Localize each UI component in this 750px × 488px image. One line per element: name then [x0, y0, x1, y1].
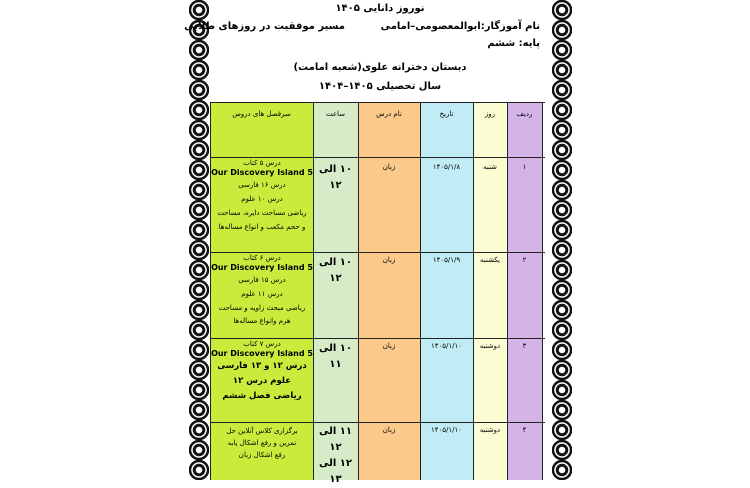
topic-line: علوم درس ۱۲	[232, 376, 292, 386]
topic-line: برگزاری کلاس آنلاین حل	[226, 427, 298, 435]
ornamental-border-left	[189, 0, 209, 480]
grid-line	[420, 102, 421, 480]
row-1-day: شنبه	[483, 163, 497, 171]
row-2-date: ۱۴۰۵/۱/۹	[432, 256, 461, 264]
row-2-day: یکشنبه	[479, 256, 501, 264]
topic-line: و حجم مکعب و انواع مساله‌ها	[218, 223, 306, 231]
row-1-subject: زبان	[382, 163, 396, 171]
page-title: نوروز دانایی ۱۴۰۵	[335, 3, 425, 14]
column-date	[420, 102, 473, 480]
row-3-topics	[211, 340, 313, 404]
topic-line: درس ۱۲ و ۱۳ فارسی	[217, 361, 307, 371]
row-2-number: ۲	[522, 256, 527, 264]
ornamental-border-right	[552, 0, 572, 480]
schedule-table	[210, 102, 545, 485]
row-4-topics	[211, 425, 313, 461]
topic-line: هرم وانواع مساله‌ها	[233, 317, 291, 325]
grid-line	[542, 102, 543, 480]
topic-line: درس ۱۰ علوم	[241, 195, 283, 203]
header-row-number: ردیف	[516, 110, 533, 118]
time-slot: ۱۱ الی ۱۲	[319, 426, 352, 453]
topic-line: درس ۶ کتاب	[243, 254, 281, 262]
grid-line	[210, 252, 545, 253]
school-name: دبستان دخترانه علوی(شعبه امامت)	[293, 62, 467, 73]
grid-line	[358, 102, 359, 480]
column-day	[473, 102, 507, 480]
row-4-subject: زبان	[382, 426, 396, 434]
row-3-day: دوشنبه	[479, 342, 501, 350]
topic-line: درس ۱۵ فارسی	[238, 276, 286, 284]
topic-line: درس ۱۱ علوم	[241, 290, 283, 298]
row-4-time	[313, 424, 358, 488]
grade-label: پایه: ششم	[487, 38, 540, 49]
column-subject	[358, 102, 420, 480]
row-1-topics	[211, 159, 313, 234]
row-4-day: دوشنبه	[479, 426, 501, 434]
grid-line	[210, 102, 545, 103]
row-3-number: ۳	[522, 342, 527, 350]
row-4-date: ۱۴۰۵/۱/۱۰	[430, 426, 463, 434]
row-3-date: ۱۴۰۵/۱/۱۰	[430, 342, 463, 350]
row-1-time: ۱۰ الی ۱۲	[319, 164, 352, 191]
grid-line	[210, 157, 545, 158]
row-2-topics	[211, 254, 313, 327]
row-4-number: ۴	[522, 426, 527, 434]
row-1-date: ۱۴۰۵/۱/۸	[432, 163, 461, 171]
header-time: ساعت	[325, 110, 346, 118]
grid-line	[210, 338, 545, 339]
column-row-number	[507, 102, 542, 480]
teacher-name: نام آموزگار:ابوالمعصومی–امامی	[380, 21, 540, 32]
header-day: روز	[484, 110, 496, 118]
row-2-time: ۱۰ الی ۱۲	[319, 257, 352, 284]
topic-line: درس ۱۶ فارسی	[238, 181, 286, 189]
grid-line	[507, 102, 508, 480]
row-2-subject: زبان	[382, 256, 396, 264]
grid-line	[473, 102, 474, 480]
header-date: تاریخ	[439, 110, 454, 118]
grid-line	[210, 422, 545, 423]
row-1-number: ۱	[522, 163, 527, 171]
topic-line: تمرین و رفع اشکال پایه	[227, 439, 297, 447]
topic-line: ریاضی فصل ششم	[222, 391, 302, 401]
academic-year: سال تحصیلی ۱۴۰۵–۱۴۰۴	[318, 81, 442, 92]
topic-line-english: Our Discovery Island 5	[211, 168, 313, 177]
row-3-time: ۱۰ الی ۱۱	[319, 343, 352, 370]
topic-line-english: Our Discovery Island 5	[211, 349, 313, 358]
topic-line: ریاضی مبحث زاویه و مساحت	[218, 304, 306, 312]
row-3-subject: زبان	[382, 342, 396, 350]
slogan: مسیر موفقیت در روزهای طلایی	[184, 21, 345, 32]
topic-line: ریاضی مساحت دایره، مساحت	[217, 209, 307, 217]
topic-line: رفع اشکال زبان	[238, 451, 286, 459]
time-slot: ۱۲ الی ۱۳	[319, 458, 352, 485]
header-subject: نام درس	[376, 110, 402, 118]
topic-line: درس ۵ کتاب	[243, 159, 281, 167]
topic-line: درس ۷ کتاب	[243, 340, 281, 348]
topic-line-english: Our Discovery Island 5	[211, 263, 313, 272]
header-topics: سرفصل های دروس	[232, 110, 291, 118]
